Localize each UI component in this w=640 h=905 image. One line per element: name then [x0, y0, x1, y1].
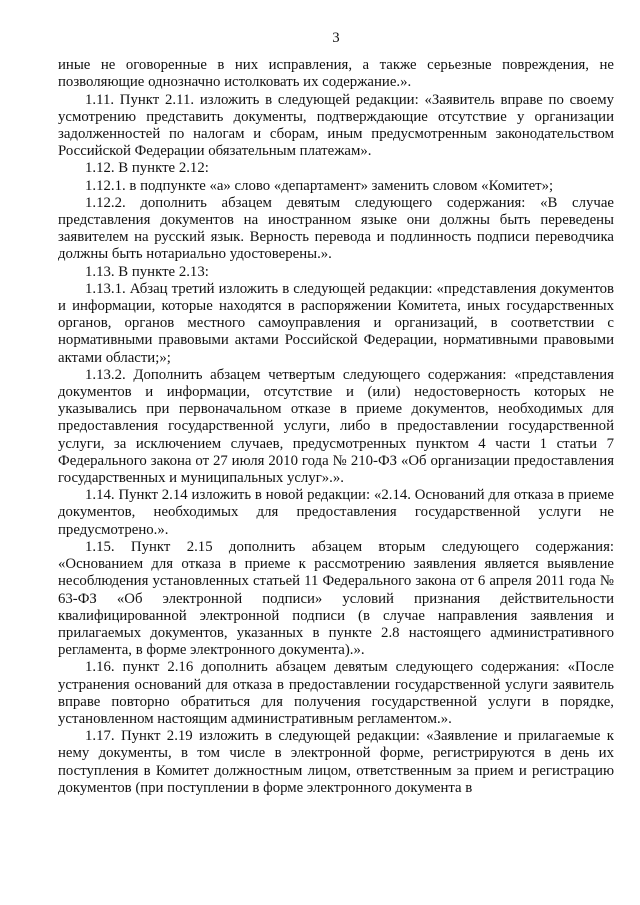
paragraph: 1.12.2. дополнить абзацем девятым следующего содержания: «В случае представления документов на иностранном языке они должны быть переведены заявителем на русский язык. Верность перевода и подлинность подписи переводчика должны быть нотариально удостоверены.». [58, 194, 614, 263]
paragraph: 1.13.2. Дополнить абзацем четвертым следующего содержания: «представления документов и информации, отсутствие и (или) недостоверность которых не указывались при первоначальном отказе в приеме документов, необходимых для предоставления государственной услуги, либо в предоставлении государственной услуги, за исключением случаев, предусмотренных пунктом 4 части 1 статьи 7 Федерального закона от 27 июля 2010 года № 210-ФЗ «Об организации предоставления государственных и муниципальных услуг».». [58, 366, 614, 487]
paragraph: 1.17. Пункт 2.19 изложить в следующей редакции: «Заявление и прилагаемые к нему документы, в том числе в электронной форме, регистрируются в день их поступления в Комитет должностным лицом, ответственным за прием и регистрацию документов (при поступлении в форме электронного документа в [58, 728, 614, 796]
document-body [58, 57, 614, 797]
page-number: 3 [332, 30, 340, 46]
paragraph: 1.11. Пункт 2.11. изложить в следующей редакции: «Заявитель вправе по своему усмотрению представить документы, подтверждающие отсутствие у организации задолженностей по налогам и сборам, иным предусмотренным законодательством Российской Федерации обязательным платежам». [58, 91, 614, 160]
paragraph: 1.13.1. Абзац третий изложить в следующей редакции: «представления документов и информации, которые находятся в распоряжении Комитета, иных государственных органов, органов местного самоуправления и организаций, в соответствии с нормативными правовыми актами Российской Федерации, нормативными правовыми актами области;»; [58, 280, 614, 366]
document-page [58, 30, 614, 797]
paragraph: 1.15. Пункт 2.15 дополнить абзацем вторым следующего содержания: «Основанием для отказа в приеме к рассмотрению заявления является выявление несоблюдения установленных статьей 11 Федерального закона от 6 апреля 2011 года № 63-ФЗ «Об электронной подписи» условий признания действительности квалифицированной электронной подписи (в случае направления заявления и прилагаемых документов, указанных в пункте 2.8 настоящего административного регламента, в форме электронного документа).». [58, 538, 614, 659]
paragraph: 1.13. В пункте 2.13: [85, 263, 209, 280]
paragraph: 1.12. В пункте 2.12: [85, 160, 209, 177]
paragraph: иные не оговоренные в них исправления, а также серьезные повреждения, не позволяющие однозначно истолковать их содержание.». [58, 57, 614, 91]
paragraph: 1.14. Пункт 2.14 изложить в новой редакции: «2.14. Оснований для отказа в приеме документов, необходимых для предоставления государственной услуги не предусмотрено.». [58, 487, 614, 538]
paragraph: 1.12.1. в подпункте «а» слово «департамент» заменить словом «Комитет»; [85, 177, 554, 194]
paragraph: 1.16. пункт 2.16 дополнить абзацем девятым следующего содержания: «После устранения оснований для отказа в предоставлении государственной услуги заявитель вправе повторно обратиться для получения государственной услуги в порядке, установленном настоящим административным регламентом.». [58, 659, 614, 727]
